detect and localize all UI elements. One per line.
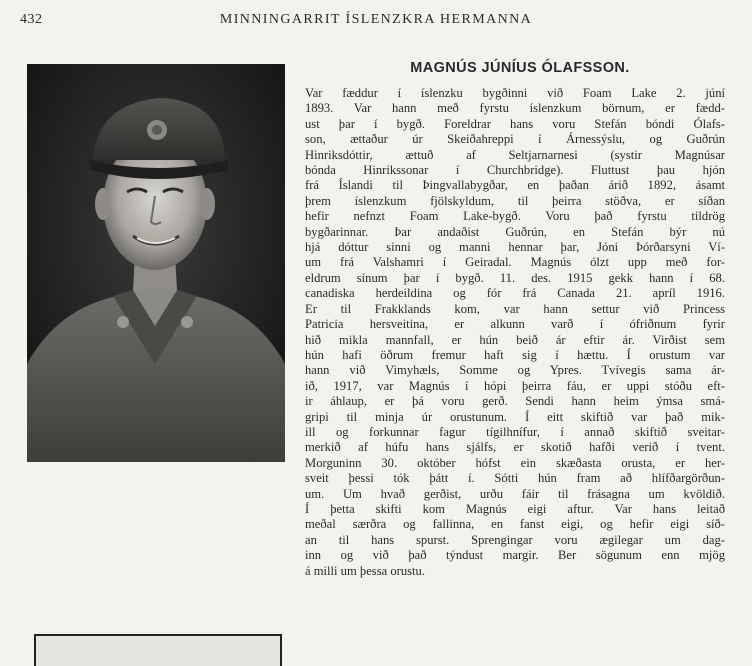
article-body (305, 86, 725, 579)
article-title: MAGNÚS JÚNÍUS ÓLAFSSON. (410, 60, 630, 76)
article-body-line: hefir nefnzt Foam Lake-bygð. Voru það fyrstu tildrög (305, 209, 725, 224)
article-body-line: hjá dóttur sinni og manni hennar þar, Jóni Þórðarsyni Ví- (305, 240, 725, 255)
article-body-line: eldrum sínum þar í bygð. 11. des. 1915 gekk hann í 68. (305, 270, 725, 285)
article-body-line: þrem íslenzkum fjölskyldum, til þeirra stöðva, er síðan (305, 193, 725, 208)
article-body-line: hann við Vimyhæls, Somme og Ypres. Tvívegis sama ár- (305, 363, 725, 378)
article-body-line: um. Um hvað gerðist, urðu fáir til frásagna um kvöldið. (305, 486, 725, 501)
article-body-line: Hinriksdóttir, ættuð af Seltjarnarnesi (systir Magnúsar (305, 147, 725, 162)
article-body-line: Var fæddur í íslenzku bygðinni við Foam Lake 2. júní (305, 86, 725, 100)
article-body-line: gripi til minja úr orustunum. Í eitt skiftið var það mik- (305, 409, 725, 424)
article-body-line: ust þar í bygð. Foreldrar hans voru Stefán bóndi Ólafs- (305, 116, 725, 131)
article-body-line: Er til Frakklands kom, var hann settur við Princess (305, 301, 725, 316)
soldier-portrait-image (27, 64, 285, 462)
article-body-line: Morguninn 30. október hófst ein skæðasta orusta, er her- (305, 455, 725, 470)
article-body-line: 1893. Var hann með fyrstu íslenzkum börnum, er fædd- (305, 101, 725, 116)
article-body-line: an til hans spurst. Sprengingar voru ægilegar um dag- (305, 532, 725, 547)
page-number: 432 (20, 12, 43, 27)
article-body-line: canadiska herdeildina og fór frá Canada 21. apríl 1916. (305, 286, 725, 301)
article-body-line: Í þetta skifti kom Magnús eigi aftur. Var hans leitað (305, 501, 725, 516)
article-body-line: Patricia hersveitina, er alkunn varð í ófriðnum fyrir (305, 317, 725, 332)
article-body-line: ir áhlaup, er þá voru gerð. Sendi hann heim ýmsa smá- (305, 394, 725, 409)
article-body-line: hún hafi öðrum fremur haft sig í hættu. Í orustum var (305, 347, 725, 362)
article-body-line: meðal særðra og fallinna, en fanst eigi, og hefir eigi síð- (305, 517, 725, 532)
article-body-line: ill og forkunnar fagur tígilhnífur, í annað skiftið sveitar- (305, 424, 725, 439)
soldier-portrait-photo (27, 64, 285, 462)
article-body-line: sveit þessi tók þátt í. Sótti hún fram að hlífðargörðun- (305, 471, 725, 486)
article-body-line: son, ættaður úr Skeiðahreppi í Árnessýslu, og Guðrún (305, 132, 725, 147)
running-head: MINNINGARRIT ÍSLENZKRA HERMANNA (219, 12, 533, 27)
article-body-line: inn og við það týndust margir. Ber sögunum enn mjög (305, 548, 725, 563)
second-portrait-photo-frame (34, 634, 282, 666)
article-body-line: ið, 1917, var Magnús í hópi þeirra fáu, er uppi stóðu eft- (305, 378, 725, 393)
article-body-line: bygðarinnar. Þar andaðist Guðrún, en Stefán býr nú (305, 224, 725, 239)
article-body-line: hið mikla mannfall, er hún beið ár eftir ár. Virðist sem (305, 332, 725, 347)
article-body-line: merkið af húfu hans sjálfs, er skotið hafði verið í tvent. (305, 440, 725, 455)
article-body-line: um frá Valshamri í Geiradal. Magnús ólzt upp með for- (305, 255, 725, 270)
article-body-line: frá Íslandi til Þingvallabygðar, en þaðan árið 1892, ásamt (305, 178, 725, 193)
article-body-line: á milli um þessa orustu. (305, 563, 425, 578)
article-body-line: bónda Hinrikssonar í Churchbridge). Fluttust þau hjón (305, 163, 725, 178)
